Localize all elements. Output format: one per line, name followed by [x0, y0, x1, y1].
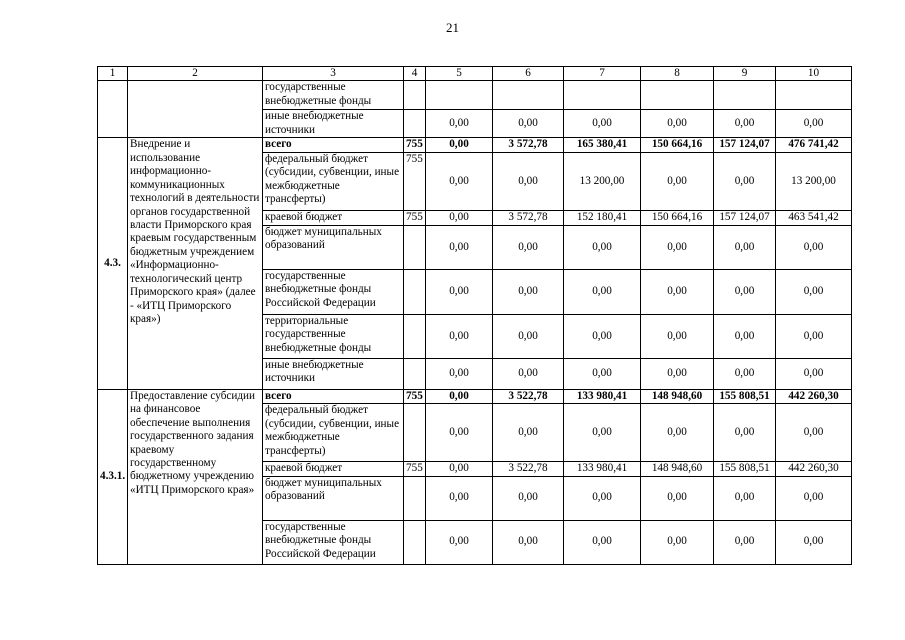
header-row	[98, 67, 852, 81]
value-cell: 0,00	[776, 314, 852, 358]
header-cell: 2	[128, 67, 263, 81]
table-row-total	[98, 389, 852, 403]
value-cell	[493, 81, 564, 110]
header-cell: 7	[564, 67, 641, 81]
value-cell: 442 260,30	[776, 389, 852, 403]
funding-source-cell: государственные внебюджетные фонды Российской Федерации	[263, 269, 404, 314]
header-cell: 3	[263, 67, 404, 81]
value-cell: 3 572,78	[493, 138, 564, 152]
value-cell	[776, 81, 852, 110]
funding-source-cell: всего	[263, 138, 404, 152]
activity-name-cell: Предоставление субсидии на финансовое обеспечение выполнения государственного задания краевому государственному бюджетному учреждению «ИТЦ Приморского края»	[128, 389, 263, 564]
value-cell: 0,00	[493, 225, 564, 269]
table-body	[98, 67, 852, 565]
value-cell: 0,00	[426, 152, 493, 210]
activity-name-cell	[128, 81, 263, 138]
code-cell	[404, 314, 426, 358]
value-cell: 150 664,16	[641, 138, 714, 152]
funding-source-cell: территориальные государственные внебюджетные фонды	[263, 314, 404, 358]
budget-table	[97, 66, 852, 565]
funding-source-cell: федеральный бюджет (субсидии, субвенции, иные межбюджетные трансферты)	[263, 152, 404, 210]
value-cell: 0,00	[641, 476, 714, 520]
item-number-cell: 4.3.1.	[98, 389, 128, 564]
value-cell: 0,00	[564, 110, 641, 138]
table-row	[98, 81, 852, 110]
item-number-cell: 4.3.	[98, 138, 128, 389]
item-number-cell	[98, 81, 128, 138]
value-cell: 0,00	[564, 269, 641, 314]
value-cell: 0,00	[564, 476, 641, 520]
value-cell: 155 808,51	[714, 389, 776, 403]
code-cell: 755	[404, 138, 426, 152]
funding-source-cell: государственные внебюджетные фонды Российской Федерации	[263, 520, 404, 564]
value-cell: 0,00	[426, 210, 493, 225]
value-cell: 0,00	[564, 404, 641, 462]
value-cell: 133 980,41	[564, 389, 641, 403]
value-cell: 0,00	[493, 476, 564, 520]
value-cell: 0,00	[641, 358, 714, 389]
value-cell	[426, 81, 493, 110]
value-cell: 0,00	[641, 269, 714, 314]
value-cell: 0,00	[641, 314, 714, 358]
value-cell: 0,00	[714, 152, 776, 210]
value-cell: 0,00	[641, 110, 714, 138]
value-cell	[714, 81, 776, 110]
funding-source-cell: бюджет муниципальных образований	[263, 476, 404, 520]
table-row-total	[98, 138, 852, 152]
value-cell: 0,00	[426, 476, 493, 520]
value-cell: 463 541,42	[776, 210, 852, 225]
value-cell: 3 522,78	[493, 462, 564, 476]
value-cell	[564, 81, 641, 110]
value-cell: 3 572,78	[493, 210, 564, 225]
value-cell: 0,00	[714, 110, 776, 138]
header-cell: 6	[493, 67, 564, 81]
value-cell: 0,00	[564, 358, 641, 389]
value-cell: 0,00	[714, 520, 776, 564]
code-cell	[404, 404, 426, 462]
value-cell: 0,00	[426, 225, 493, 269]
page-number: 21	[446, 20, 459, 35]
value-cell: 0,00	[493, 404, 564, 462]
value-cell: 0,00	[564, 314, 641, 358]
value-cell: 0,00	[426, 138, 493, 152]
value-cell: 157 124,07	[714, 138, 776, 152]
value-cell: 0,00	[714, 225, 776, 269]
header-cell: 4	[404, 67, 426, 81]
value-cell: 0,00	[564, 225, 641, 269]
value-cell: 165 380,41	[564, 138, 641, 152]
value-cell: 0,00	[776, 520, 852, 564]
header-cell: 10	[776, 67, 852, 81]
activity-name-cell: Внедрение и использование информационно-коммуникационных технологий в деятельности органов государственной власти Приморского края краевым государственным бюджетным учреждением «Информационно-технологический центр Приморского края» (далее - «ИТЦ Приморского края»)	[128, 138, 263, 389]
code-cell: 755	[404, 152, 426, 210]
funding-source-cell: краевой бюджет	[263, 462, 404, 476]
value-cell: 0,00	[426, 389, 493, 403]
value-cell: 0,00	[426, 314, 493, 358]
value-cell: 0,00	[641, 404, 714, 462]
code-cell: 755	[404, 462, 426, 476]
code-cell	[404, 476, 426, 520]
value-cell: 0,00	[714, 404, 776, 462]
value-cell: 0,00	[714, 314, 776, 358]
funding-source-cell: федеральный бюджет (субсидии, субвенции, иные межбюджетные трансферты)	[263, 404, 404, 462]
funding-source-cell: государственные внебюджетные фонды	[263, 81, 404, 110]
header-cell: 9	[714, 67, 776, 81]
value-cell: 148 948,60	[641, 389, 714, 403]
value-cell: 13 200,00	[564, 152, 641, 210]
value-cell: 0,00	[493, 152, 564, 210]
header-cell: 8	[641, 67, 714, 81]
value-cell: 0,00	[776, 225, 852, 269]
value-cell: 0,00	[776, 476, 852, 520]
value-cell: 0,00	[776, 269, 852, 314]
value-cell: 0,00	[493, 269, 564, 314]
value-cell	[641, 81, 714, 110]
value-cell: 0,00	[776, 404, 852, 462]
value-cell: 0,00	[426, 358, 493, 389]
code-cell	[404, 81, 426, 110]
value-cell: 0,00	[426, 110, 493, 138]
value-cell: 0,00	[493, 358, 564, 389]
value-cell: 3 522,78	[493, 389, 564, 403]
funding-source-cell: иные внебюджетные источники	[263, 358, 404, 389]
value-cell: 0,00	[493, 314, 564, 358]
value-cell: 0,00	[776, 110, 852, 138]
value-cell: 0,00	[426, 269, 493, 314]
value-cell: 0,00	[641, 225, 714, 269]
header-cell: 1	[98, 67, 128, 81]
value-cell: 0,00	[426, 462, 493, 476]
code-cell	[404, 225, 426, 269]
value-cell: 0,00	[714, 476, 776, 520]
code-cell	[404, 269, 426, 314]
value-cell: 155 808,51	[714, 462, 776, 476]
value-cell: 442 260,30	[776, 462, 852, 476]
value-cell: 0,00	[493, 520, 564, 564]
code-cell	[404, 110, 426, 138]
value-cell: 0,00	[714, 269, 776, 314]
value-cell: 0,00	[426, 404, 493, 462]
funding-source-cell: краевой бюджет	[263, 210, 404, 225]
value-cell: 133 980,41	[564, 462, 641, 476]
value-cell: 0,00	[714, 358, 776, 389]
value-cell: 0,00	[426, 520, 493, 564]
value-cell: 0,00	[776, 358, 852, 389]
value-cell: 0,00	[564, 520, 641, 564]
funding-source-cell: бюджет муниципальных образований	[263, 225, 404, 269]
value-cell: 0,00	[641, 152, 714, 210]
code-cell	[404, 358, 426, 389]
value-cell: 152 180,41	[564, 210, 641, 225]
value-cell: 476 741,42	[776, 138, 852, 152]
code-cell: 755	[404, 210, 426, 225]
value-cell: 148 948,60	[641, 462, 714, 476]
code-cell: 755	[404, 389, 426, 403]
value-cell: 0,00	[641, 520, 714, 564]
header-cell: 5	[426, 67, 493, 81]
funding-source-cell: всего	[263, 389, 404, 403]
value-cell: 0,00	[493, 110, 564, 138]
funding-source-cell: иные внебюджетные источники	[263, 110, 404, 138]
value-cell: 150 664,16	[641, 210, 714, 225]
value-cell: 13 200,00	[776, 152, 852, 210]
code-cell	[404, 520, 426, 564]
value-cell: 157 124,07	[714, 210, 776, 225]
